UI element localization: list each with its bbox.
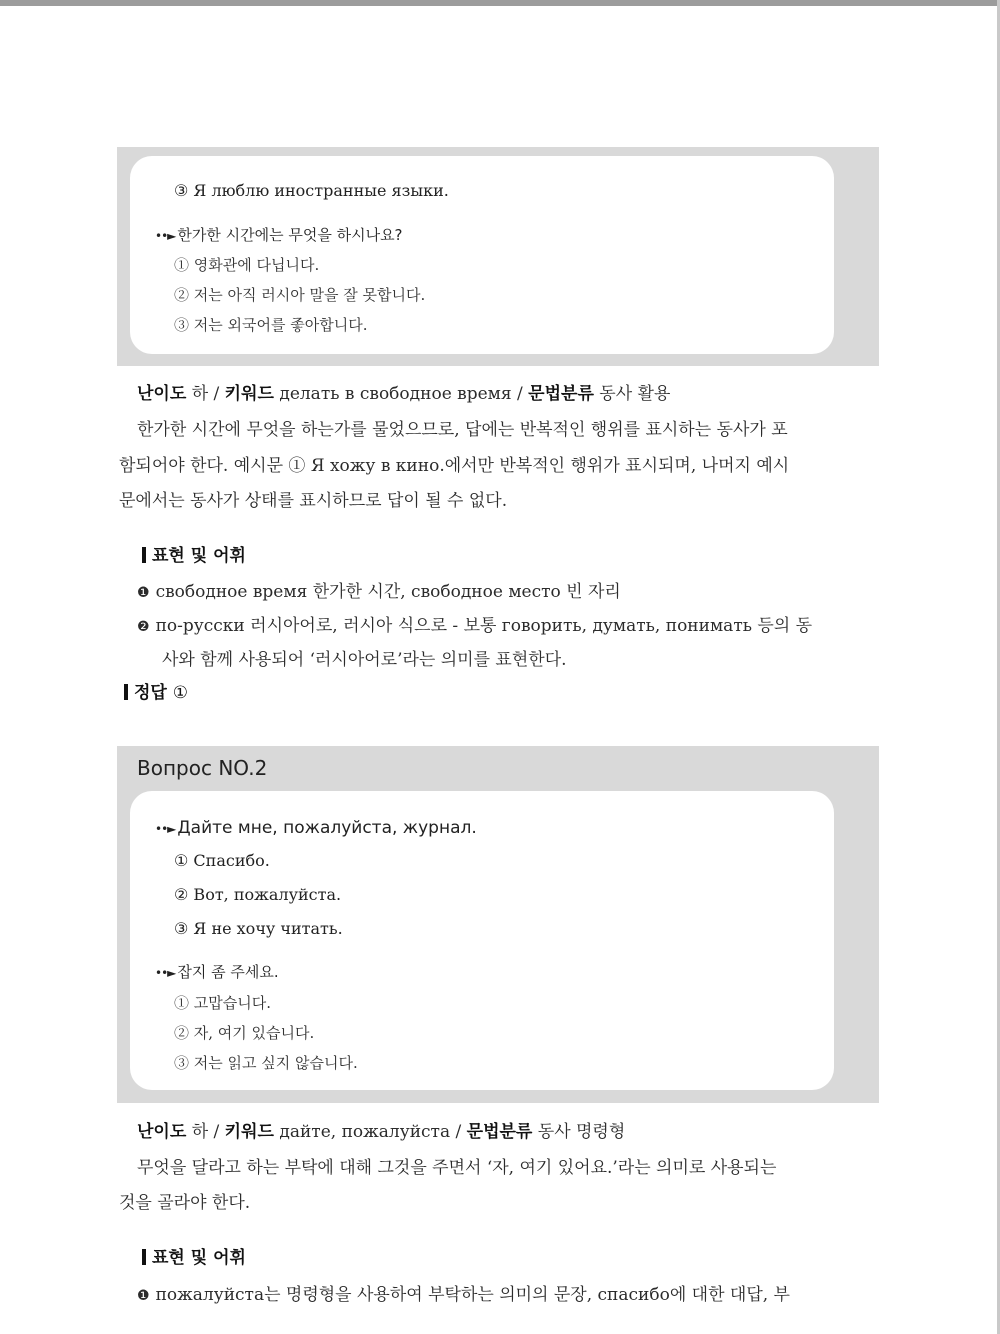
bullet-1-icon: ❶	[137, 585, 150, 601]
question-2-card	[130, 791, 834, 1090]
bullet-2-icon: ❷	[137, 619, 150, 635]
kr-option-1: ① 영화관에 다닙니다.	[174, 256, 320, 274]
section-heading	[142, 1243, 246, 1268]
kr-option-2: ② 자, 여기 있습니다.	[174, 1024, 315, 1042]
ru-option-3: ③ Я не хочу читать.	[174, 919, 343, 938]
meta-line-2	[137, 1117, 625, 1142]
question-1-panel	[117, 147, 879, 366]
keyword-value: делать в свободное время	[279, 384, 512, 404]
explanation-line: 것을 골라야 한다.	[119, 1193, 251, 1213]
kr-option-1: ① 고맙습니다.	[174, 994, 271, 1012]
keyword-value: дайте, пожалуйста	[279, 1122, 451, 1142]
ru-option-2: ② Вот, пожалуйста.	[174, 885, 342, 904]
kr-option-3: ③ 저는 읽고 싶지 않습니다.	[174, 1054, 358, 1072]
section-heading	[142, 541, 246, 566]
difficulty-label: 난이도	[137, 384, 187, 404]
meta-line-1	[137, 379, 670, 404]
section-title: 표현 및 어휘	[152, 1248, 246, 1268]
difficulty-value: 하	[191, 1122, 209, 1142]
vocab-item-2	[137, 611, 812, 636]
keyword-label: 키워드	[224, 1122, 274, 1142]
answer-label: 정답	[134, 683, 167, 703]
heading-bar-icon	[142, 547, 146, 563]
answer-value: ①	[172, 683, 189, 703]
arrow-icon: ••►	[155, 822, 176, 836]
separator: /	[213, 1122, 220, 1142]
bullet-1-icon: ❶	[137, 1288, 150, 1304]
vocab-item-1	[137, 1280, 790, 1305]
explanation-line: 문에서는 동사가 상태를 표시하므로 답이 될 수 없다.	[119, 491, 508, 511]
grammar-value: 동사 명령형	[537, 1122, 626, 1142]
arrow-icon: ••►	[155, 966, 176, 980]
ru-option-3: ③ Я люблю иностранные языки.	[174, 181, 449, 200]
kr-question-text: 잡지 좀 주세요.	[177, 963, 279, 981]
grammar-label: 문법분류	[466, 1122, 533, 1142]
question-title: Вопрос NO.2	[137, 756, 268, 780]
kr-question	[155, 224, 403, 245]
difficulty-label: 난이도	[137, 1122, 187, 1142]
explanation-line: 함되어야 한다. 예시문 ① Я хожу в кино.에서만 반복적인 행위가 표시되며, 나머지 예시	[119, 456, 790, 476]
kr-question-text: 한가한 시간에는 무엇을 하시나요?	[177, 226, 403, 244]
heading-bar-icon	[142, 1249, 146, 1265]
answer-bar-icon	[124, 684, 128, 700]
vocab-item-1	[137, 577, 621, 602]
kr-question	[155, 961, 279, 982]
question-2-panel	[117, 746, 879, 1103]
ru-question-text: Дайте мне, пожалуйста, журнал.	[177, 818, 477, 838]
page-top-rule	[0, 0, 1000, 6]
vocab-text: пожалуйста는 명령형을 사용하여 부탁하는 의미의 문장, спасибо에 대한 대답, 부	[155, 1285, 790, 1305]
grammar-value: 동사 활용	[599, 384, 671, 404]
keyword-label: 키워드	[224, 384, 274, 404]
section-title: 표현 및 어휘	[152, 546, 246, 566]
vocab-text: свободное время 한가한 시간, свободное место 빈 자리	[155, 582, 621, 602]
explanation-line: 무엇을 달라고 하는 부탁에 대해 그것을 주면서 ‘자, 여기 있어요.’라는 의미로 사용되는	[137, 1158, 777, 1178]
kr-option-2: ② 저는 아직 러시아 말을 잘 못합니다.	[174, 286, 426, 304]
kr-option-3: ③ 저는 외국어를 좋아합니다.	[174, 316, 368, 334]
ru-option-1: ① Спасибо.	[174, 851, 270, 870]
separator: /	[455, 1122, 462, 1142]
arrow-icon: ••►	[155, 229, 176, 243]
explanation-line: 한가한 시간에 무엇을 하는가를 물었으므로, 답에는 반복적인 행위를 표시하는 동사가 포	[137, 420, 788, 440]
vocab-text: по-русски 러시아어로, 러시아 식으로 - 보통 говорить, думать, понимать 등의 동	[155, 616, 813, 636]
ru-question	[155, 818, 477, 838]
separator: /	[213, 384, 220, 404]
vocab-item-2-cont: 사와 함께 사용되어 ‘러시아어로’라는 의미를 표현한다.	[162, 650, 567, 670]
grammar-label: 문법분류	[528, 384, 594, 404]
separator: /	[517, 384, 523, 404]
question-1-card	[130, 156, 834, 354]
answer-line	[124, 678, 188, 703]
difficulty-value: 하	[191, 384, 209, 404]
